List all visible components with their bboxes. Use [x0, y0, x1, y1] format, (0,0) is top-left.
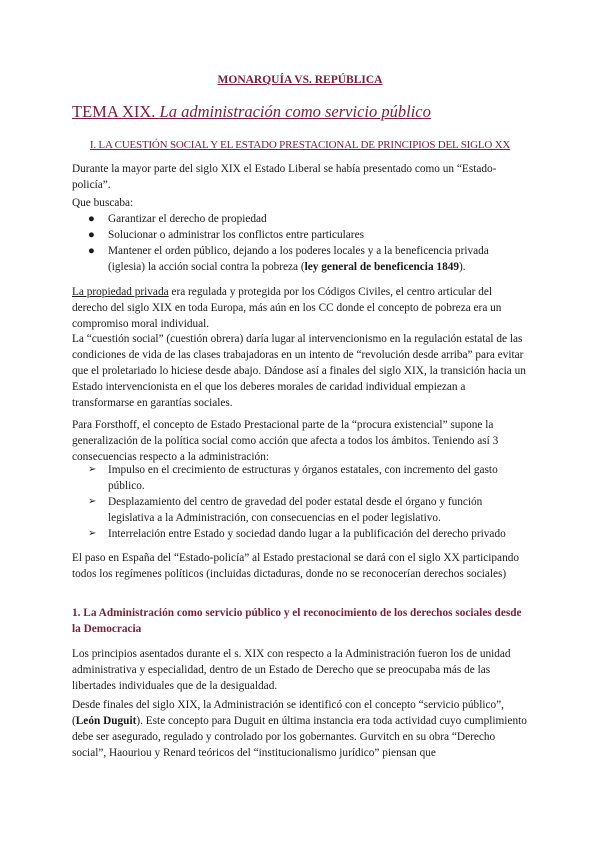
list-item: ● Garantizar el derecho de propiedad	[88, 213, 267, 225]
consequences-list	[72, 462, 528, 542]
bullet-icon: ●	[88, 213, 95, 225]
list-item: ● Solucionar o administrar los conflictos entre particulares	[88, 229, 364, 241]
bullet-icon: ●	[88, 229, 95, 241]
subsection-heading: 1. La Administración como servicio público y el reconocimiento de los derechos sociales desde la Democracia	[72, 607, 522, 635]
cuestion-paragraph: La “cuestión social” (cuestión obrera) daría lugar al intervencionismo en la regulación estatal de las condiciones de vida de las clases trabajadoras en un intento de “revolución desde arriba” para evitar que el proletariado lo hiciese desde abajo. Dándose así a finales del siglo XIX, la transición hacia un Estado intervencionista en el que los deberes morales de caridad individual empiezan a transformarse en garantías sociales.	[72, 333, 526, 409]
title-italic: La administración como servicio público	[159, 102, 431, 121]
document-header: MONARQUÍA VS. REPÚBLICA	[217, 74, 383, 86]
list-item: ➢ Impulso en el crecimiento de estructuras y órganos estatales, con incremento del gasto público.	[88, 464, 498, 492]
duguit-name: León Duguit	[75, 715, 137, 727]
bullet-list	[72, 211, 528, 275]
duguit-paragraph: Desde finales del siglo XIX, la Administración se identificó con el concepto “servicio público”, (León Duguit). Este concepto para Duguit en última instancia era toda actividad cuyo cumplimiento debe ser asegurado, regulado y controlado por los gobernantes. Gurvitch en su obra “Derecho social”, Haouriou y Renard teóricos del “institucionalismo jurídico” piensan que	[72, 699, 527, 759]
page-title	[72, 102, 528, 122]
arrow-bullet-icon: ➢	[88, 496, 97, 507]
arrow-bullet-icon: ➢	[88, 464, 97, 475]
propiedad-paragraph: La propiedad privada era regulada y protegida por los Códigos Civiles, el centro articular del derecho del siglo XIX en toda Europa, más aún en los CC donde el concepto de pobreza era un compromiso moral individual.	[72, 286, 502, 330]
espana-paragraph: El paso en España del “Estado-policía” al Estado prestacional se dará con el siglo XX participando todos los regímenes políticos (incluidas dictaduras, donde no se reconocerían derechos sociales)	[72, 552, 520, 580]
forsthoff-paragraph: Para Forsthoff, el concepto de Estado Prestacional parte de la “procura existencial” supone la generalización de la política social como acción que afecta a todos los ámbitos. Teniendo así 3 consecuencias respecto a la administración:	[72, 419, 499, 463]
intro-paragraph: Durante la mayor parte del siglo XIX el Estado Liberal se había presentado como un “Estado-policía”.	[72, 163, 497, 191]
principios-paragraph: Los principios asentados durante el s. XIX con respecto a la Administración fueron los de unidad administrativa y especialidad, dentro de un Estado de Derecho que se preocupaba más de las libertades individuales que de la desigualdad.	[72, 648, 511, 692]
que-buscaba-label: Que buscaba:	[72, 197, 134, 209]
list-item: ➢ Interrelación entre Estado y sociedad dando lugar a la publificación del derecho privado	[88, 528, 506, 540]
section-heading: I. LA CUESTIÓN SOCIAL Y EL ESTADO PRESTACIONAL DE PRINCIPIOS DEL SIGLO XX	[89, 139, 511, 151]
bullet-icon: ●	[88, 245, 95, 257]
propiedad-underlined: La propiedad privada	[72, 286, 169, 298]
list-item: ➢ Desplazamiento del centro de gravedad del poder estatal desde el órgano y función legislativa a la Administración, con consecuencias en el poder legislativo.	[88, 496, 483, 524]
list-item: ● Mantener el orden público, dejando a los poderes locales y a la beneficencia privada (iglesia) la acción social contra la pobreza (ley general de beneficencia 1849).	[88, 245, 489, 273]
arrow-bullet-icon: ➢	[88, 528, 97, 539]
title-prefix: TEMA XIX.	[72, 102, 160, 121]
